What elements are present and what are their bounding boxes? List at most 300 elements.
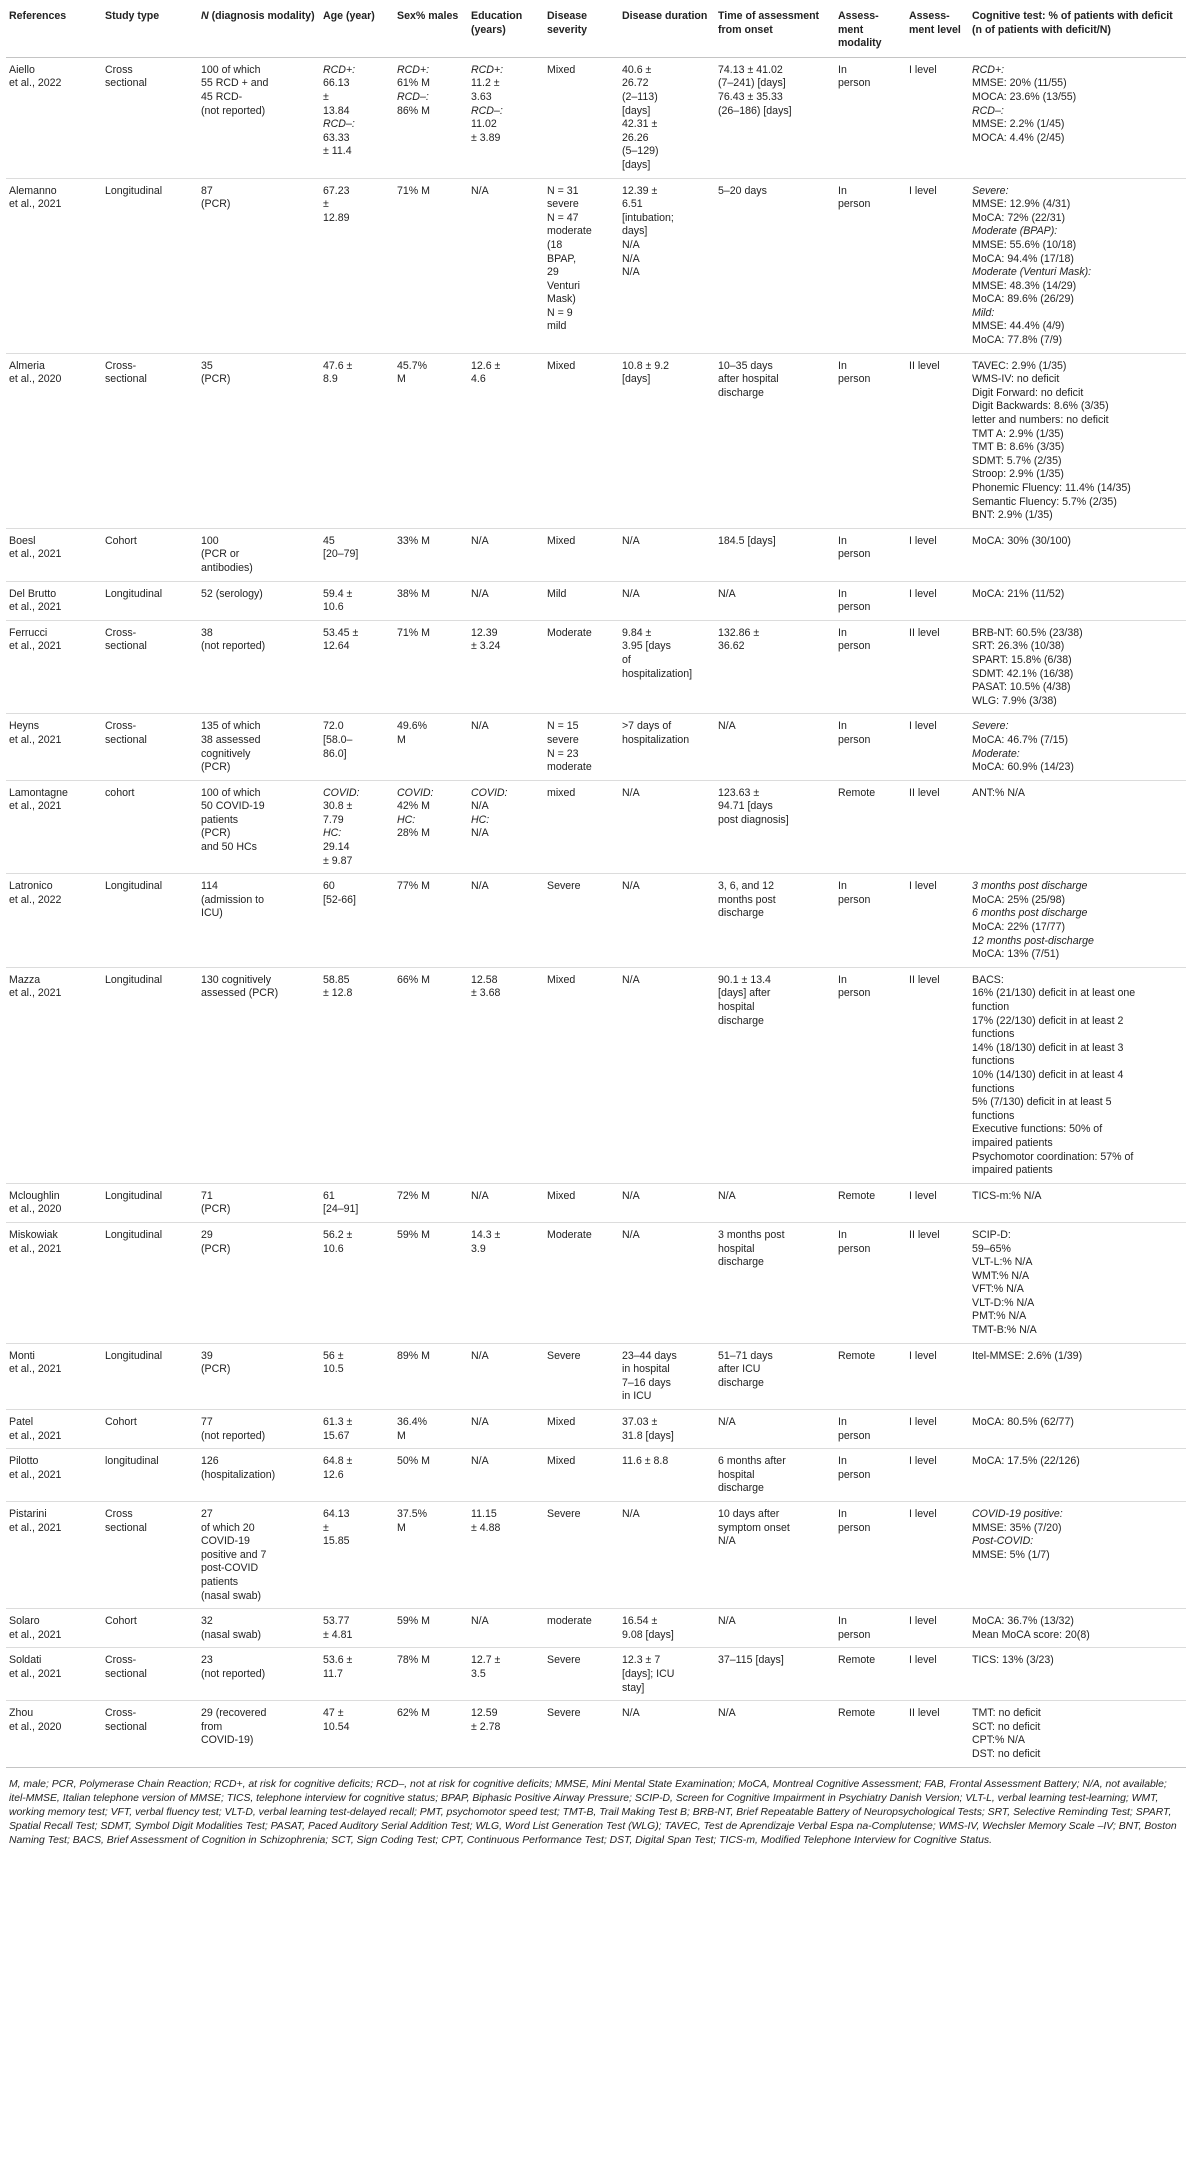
cell-line: N/A <box>471 1416 489 1429</box>
cell-line: Severe <box>547 1349 581 1362</box>
cell-line: RCD–: <box>323 118 355 131</box>
cell-line: N/A <box>471 1189 489 1202</box>
cell-line: person <box>838 1242 871 1255</box>
cell-level <box>906 620 969 714</box>
cell-line: Mixed <box>547 973 576 986</box>
cell-line: 29.14 <box>323 841 350 854</box>
cell-line: (5–129) <box>622 145 659 158</box>
cell-line: 77 <box>201 1416 213 1429</box>
cell-line: N/A <box>622 266 640 279</box>
cell-age <box>320 714 394 780</box>
cell-line: II level <box>909 1707 940 1720</box>
cell-age <box>320 780 394 874</box>
cell-line: 37.5% <box>397 1508 428 1520</box>
cell-line: 67.23 <box>323 184 350 197</box>
cell-line: 5–20 days <box>718 184 767 197</box>
cell-line: N/A <box>471 1615 489 1628</box>
cell-duration <box>619 1222 715 1343</box>
cell-line: 37–115 [days] <box>718 1654 784 1667</box>
cell-line: person <box>838 198 871 211</box>
cell-time <box>715 1648 835 1701</box>
cell-line: HC: <box>323 827 342 840</box>
cell-line: VLT-L:% N/A <box>972 1256 1033 1269</box>
cell-line: WMT:% N/A <box>972 1269 1030 1282</box>
cell-level <box>906 1410 969 1449</box>
cell-line: M <box>397 1521 406 1534</box>
cell-line: Mazza <box>9 973 41 986</box>
cell-line: ± 12.8 <box>323 987 353 1000</box>
header-education: Education (years) <box>468 6 544 57</box>
cell-line: N/A <box>622 1228 640 1241</box>
cell-age <box>320 1222 394 1343</box>
cell-line: II level <box>909 359 940 372</box>
cell-time <box>715 967 835 1183</box>
cell-line: (nasal swab) <box>201 1589 262 1602</box>
cell-line: (not reported) <box>201 1667 266 1680</box>
cell-line: Remote <box>838 1707 876 1720</box>
cell-line: MMSE: 2.2% (1/45) <box>972 118 1065 131</box>
cell-sex <box>394 1183 468 1222</box>
table-row <box>6 581 1186 620</box>
cell-line: In <box>838 184 847 197</box>
cell-severity <box>544 1222 619 1343</box>
cell-line: 12.89 <box>323 211 350 224</box>
cell-line: Severe: <box>972 184 1009 197</box>
cell-duration <box>619 1449 715 1502</box>
cell-line: 38 <box>201 626 213 639</box>
cell-duration <box>619 1609 715 1648</box>
cell-line: 53.77 <box>323 1615 350 1628</box>
cell-line: person <box>838 1628 871 1641</box>
cell-line: of which 20 <box>201 1521 255 1534</box>
cell-line: HC: <box>471 813 490 826</box>
cell-line: [days] after <box>718 987 771 1000</box>
cell-age <box>320 1502 394 1609</box>
cell-line: Longitudinal <box>105 1228 163 1241</box>
cell-line: impaired patients <box>972 1164 1053 1177</box>
cell-line: N/A <box>718 1189 736 1202</box>
cell-line: 10.54 <box>323 1720 350 1733</box>
cell-line: 90.1 ± 13.4 <box>718 973 771 986</box>
cell-line: 50% M <box>397 1455 430 1468</box>
cell-line: 7–16 days <box>622 1376 671 1389</box>
cell-line: et al., 2021 <box>9 1667 62 1680</box>
cell-line: (PCR) <box>201 1363 231 1376</box>
cell-line: MoCA: 36.7% (13/32) <box>972 1615 1074 1628</box>
cell-line: discharge <box>718 1256 764 1269</box>
cell-line: patients <box>201 813 239 826</box>
cell-n <box>198 967 320 1183</box>
cell-line: hospitalization <box>622 733 690 746</box>
cell-line: 76.43 ± 35.33 <box>718 90 783 103</box>
cell-line: (PCR) <box>201 373 231 386</box>
cell-modality <box>835 620 906 714</box>
cell-line: functions <box>972 1082 1015 1095</box>
cell-line: 51–71 days <box>718 1349 773 1362</box>
cell-line: 33% M <box>397 534 430 547</box>
cell-severity <box>544 57 619 178</box>
table-row <box>6 1449 1186 1502</box>
cell-line: 42.31 ± <box>622 118 658 131</box>
cell-line: longitudinal <box>105 1455 159 1468</box>
cell-line: 55 RCD + and <box>201 77 269 90</box>
cell-line: [days] <box>622 158 651 171</box>
cell-line: MMSE: 48.3% (14/29) <box>972 279 1077 292</box>
cell-line: 35 <box>201 359 213 372</box>
cell-line: 3 months post <box>718 1228 785 1241</box>
cell-line: (admission to <box>201 893 264 906</box>
cell-line: 132.86 ± <box>718 626 760 639</box>
cell-line: 15.85 <box>323 1535 350 1548</box>
cell-duration <box>619 1502 715 1609</box>
cell-level <box>906 780 969 874</box>
cell-severity <box>544 1648 619 1701</box>
cell-education <box>468 1343 544 1409</box>
cell-reference <box>6 1222 102 1343</box>
cell-line: Zhou <box>9 1707 34 1720</box>
cell-study-type <box>102 714 198 780</box>
cell-level <box>906 581 969 620</box>
cell-time <box>715 1449 835 1502</box>
cell-line: N/A <box>718 1707 736 1720</box>
cell-study-type <box>102 874 198 968</box>
cell-line: post diagnosis] <box>718 813 789 826</box>
cell-line: In <box>838 1455 847 1468</box>
cell-line: antibodies) <box>201 561 253 574</box>
cell-education <box>468 178 544 353</box>
cell-line: TMT B: 8.6% (3/35) <box>972 441 1065 454</box>
cell-line: MMSE: 55.6% (10/18) <box>972 238 1077 251</box>
cell-line: N = 23 <box>547 747 579 760</box>
cell-line: N/A <box>718 1416 736 1429</box>
cell-line: after ICU <box>718 1363 761 1376</box>
cell-age <box>320 1609 394 1648</box>
table-row <box>6 967 1186 1183</box>
cell-n <box>198 1609 320 1648</box>
cell-line: I level <box>909 534 937 547</box>
cell-line: 3.9 <box>471 1242 486 1255</box>
cell-line: Cross <box>105 63 133 76</box>
cell-line: 3.63 <box>471 90 492 103</box>
cell-line: in hospital <box>622 1363 670 1376</box>
cell-line: MOCA: 23.6% (13/55) <box>972 90 1077 103</box>
cell-line: 72% M <box>397 1189 430 1202</box>
cell-level <box>906 1701 969 1767</box>
cell-line: 5% (7/130) deficit in at least 5 <box>972 1096 1112 1109</box>
header-sex: Sex% males <box>394 6 468 57</box>
cell-study-type <box>102 353 198 528</box>
cell-modality <box>835 1502 906 1609</box>
cell-line: Longitudinal <box>105 1349 163 1362</box>
cell-line: 6 months post discharge <box>972 907 1088 920</box>
cell-cognitive-test <box>969 57 1186 178</box>
cell-age <box>320 1701 394 1767</box>
cell-education <box>468 353 544 528</box>
cell-line: 12.6 <box>323 1468 344 1481</box>
cell-line: 14% (18/130) deficit in at least 3 <box>972 1041 1124 1054</box>
cell-line: [days]; ICU <box>622 1667 675 1680</box>
cell-line: [24–91] <box>323 1203 359 1216</box>
cell-line: 38% M <box>397 587 430 600</box>
cell-sex <box>394 1343 468 1409</box>
cell-severity <box>544 1502 619 1609</box>
cell-age <box>320 57 394 178</box>
cell-line: Patel <box>9 1416 34 1429</box>
cell-sex <box>394 1502 468 1609</box>
cell-line: MoCA: 72% (22/31) <box>972 211 1066 224</box>
cell-age <box>320 1648 394 1701</box>
cell-line: hospital <box>718 1001 755 1013</box>
cell-line: ANT:% N/A <box>972 786 1025 799</box>
cell-line: BACS: <box>972 973 1004 986</box>
cell-line: 39 <box>201 1349 213 1362</box>
cell-line: COVID: <box>397 786 434 799</box>
cell-study-type <box>102 620 198 714</box>
cell-line: [days] <box>622 104 651 117</box>
cell-line: Severe: <box>972 720 1009 733</box>
cell-line: II level <box>909 786 940 799</box>
cell-line: sectional <box>105 77 147 90</box>
cell-cognitive-test <box>969 1701 1186 1767</box>
cell-line: Remote <box>838 786 876 799</box>
cell-age <box>320 178 394 353</box>
cell-level <box>906 57 969 178</box>
cell-duration <box>619 581 715 620</box>
header-cognitive-test: Cognitive test: % of patients with deficit (n of patients with deficit/N) <box>969 6 1186 57</box>
cell-line: MoCA: 46.7% (7/15) <box>972 733 1068 746</box>
cell-line: in ICU <box>622 1390 652 1403</box>
cell-duration <box>619 1648 715 1701</box>
cell-line: II level <box>909 1228 940 1241</box>
cell-line: 89% M <box>397 1349 430 1362</box>
cell-study-type <box>102 967 198 1183</box>
cell-line: (PCR) <box>201 198 231 211</box>
cell-line: Semantic Fluency: 5.7% (2/35) <box>972 495 1117 508</box>
cell-duration <box>619 620 715 714</box>
cell-line: discharge <box>718 1014 764 1027</box>
cell-line: 26.72 <box>622 77 649 90</box>
cell-line: et al., 2020 <box>9 1720 62 1733</box>
cell-reference <box>6 1449 102 1502</box>
cell-line: In <box>838 587 847 600</box>
cell-line: 9.84 ± <box>622 626 652 639</box>
cell-line: functions <box>972 1028 1015 1041</box>
cell-cognitive-test <box>969 1183 1186 1222</box>
cell-sex <box>394 528 468 581</box>
table-row <box>6 1343 1186 1409</box>
cell-line: 10.8 ± 9.2 <box>622 359 670 372</box>
cell-line: (2–113) <box>622 90 658 103</box>
cell-sex <box>394 967 468 1183</box>
cell-severity <box>544 874 619 968</box>
cell-line: N/A <box>471 880 489 893</box>
cell-line: of <box>622 653 631 666</box>
cell-line: RCD–: <box>397 90 429 103</box>
cell-line: discharge <box>718 1376 764 1389</box>
cell-line: MoCA: 80.5% (62/77) <box>972 1416 1074 1429</box>
cell-education <box>468 967 544 1183</box>
cell-modality <box>835 714 906 780</box>
cell-line: 11.2 ± <box>471 77 500 90</box>
cell-time <box>715 1701 835 1767</box>
cell-line: 10.6 <box>323 1242 344 1255</box>
table-row <box>6 178 1186 353</box>
cell-duration <box>619 1183 715 1222</box>
cell-line: Monti <box>9 1349 35 1362</box>
cell-line: In <box>838 973 847 986</box>
table-row <box>6 780 1186 874</box>
cell-line: (not reported) <box>201 1429 266 1442</box>
cell-sex <box>394 1701 468 1767</box>
cell-line: 6.51 <box>622 198 643 211</box>
cell-line: SDMT: 5.7% (2/35) <box>972 454 1062 467</box>
cell-line: 12.7 ± <box>471 1654 501 1667</box>
cell-line: 135 of which <box>201 720 261 733</box>
cell-duration <box>619 1343 715 1409</box>
header-assessment-modality: Assess-ment modality <box>835 6 906 57</box>
cell-sex <box>394 1609 468 1648</box>
cell-line: impaired patients <box>972 1136 1053 1149</box>
cell-line: et al., 2021 <box>9 1521 62 1534</box>
cell-n <box>198 1648 320 1701</box>
cell-line: 12.64 <box>323 640 350 653</box>
cell-line: RCD+: <box>471 63 504 76</box>
cell-cognitive-test <box>969 1609 1186 1648</box>
cell-severity <box>544 1183 619 1222</box>
cell-line: Remote <box>838 1654 876 1667</box>
cell-n <box>198 1502 320 1609</box>
cell-line: 78% M <box>397 1654 430 1667</box>
cell-line: In <box>838 1228 847 1241</box>
cell-time <box>715 874 835 968</box>
cell-line: 100 <box>201 534 219 547</box>
cell-study-type <box>102 1449 198 1502</box>
cell-line: et al., 2021 <box>9 733 62 746</box>
cell-line: [52-66] <box>323 893 356 906</box>
cell-level <box>906 1222 969 1343</box>
cell-line: (hospitalization) <box>201 1468 276 1481</box>
cell-n <box>198 57 320 178</box>
cell-line: cognitively <box>201 747 251 760</box>
cell-education <box>468 1183 544 1222</box>
cell-line: 29 <box>201 1228 213 1241</box>
cell-line: MMSE: 5% (1/7) <box>972 1548 1050 1561</box>
cell-modality <box>835 581 906 620</box>
cell-line: et al., 2020 <box>9 1203 62 1216</box>
cell-age <box>320 1343 394 1409</box>
cell-line: function <box>972 1001 1010 1013</box>
cell-line: Severe <box>547 880 581 893</box>
cell-line: Almeria <box>9 359 45 372</box>
studies-table <box>6 6 1186 1768</box>
cell-study-type <box>102 1609 198 1648</box>
cell-line: Itel-MMSE: 2.6% (1/39) <box>972 1349 1083 1362</box>
cell-sex <box>394 714 468 780</box>
cell-line: person <box>838 733 871 746</box>
cell-line: In <box>838 63 847 76</box>
cell-line: Digit Backwards: 8.6% (3/35) <box>972 400 1109 413</box>
cell-line: MMSE: 35% (7/20) <box>972 1521 1062 1534</box>
cell-line: I level <box>909 184 937 197</box>
cell-duration <box>619 714 715 780</box>
cell-reference <box>6 1609 102 1648</box>
cell-reference <box>6 714 102 780</box>
cell-line: Longitudinal <box>105 880 163 893</box>
cell-line: (PCR) <box>201 827 231 840</box>
cell-time <box>715 581 835 620</box>
cell-line: Mixed <box>547 63 576 76</box>
cell-line: sectional <box>105 1667 147 1680</box>
cell-modality <box>835 780 906 874</box>
cell-line: RCD–: <box>972 104 1004 117</box>
cell-line: 47 ± <box>323 1707 344 1720</box>
cell-time <box>715 780 835 874</box>
cell-line: et al., 2021 <box>9 987 62 1000</box>
header-n-symbol: N <box>201 10 209 22</box>
cell-line: 114 <box>201 880 218 893</box>
cell-n <box>198 780 320 874</box>
cell-line: 13.84 <box>323 104 350 117</box>
cell-line: Cross- <box>105 1654 137 1667</box>
cell-line: I level <box>909 63 937 76</box>
cell-sex <box>394 620 468 714</box>
cell-line: N/A <box>471 800 489 813</box>
cell-sex <box>394 178 468 353</box>
cell-line: Aiello <box>9 63 35 76</box>
cell-time <box>715 1343 835 1409</box>
cell-line: N = 9 <box>547 306 573 319</box>
cell-line: MMSE: 44.4% (4/9) <box>972 320 1065 333</box>
cell-line: 66% M <box>397 973 430 986</box>
cell-age <box>320 1183 394 1222</box>
cell-time <box>715 353 835 528</box>
cell-line: Digit Forward: no deficit <box>972 386 1084 399</box>
cell-reference <box>6 620 102 714</box>
cell-reference <box>6 528 102 581</box>
cell-sex <box>394 1449 468 1502</box>
cell-line: 74.13 ± 41.02 <box>718 63 783 76</box>
cell-line: Ferrucci <box>9 626 48 639</box>
cell-line: II level <box>909 626 940 639</box>
cell-line: Cross- <box>105 359 137 372</box>
cell-time <box>715 1502 835 1609</box>
cell-time <box>715 1183 835 1222</box>
cell-line: 14.3 ± <box>471 1228 501 1241</box>
cell-line: 12.6 ± <box>471 359 501 372</box>
cell-line: In <box>838 880 847 893</box>
table-header-row <box>6 6 1186 57</box>
cell-sex <box>394 1410 468 1449</box>
cell-age <box>320 1410 394 1449</box>
cell-line: Cohort <box>105 534 137 547</box>
cell-line: MoCA: 60.9% (14/23) <box>972 761 1074 774</box>
cell-line: In <box>838 1508 847 1520</box>
cell-age <box>320 528 394 581</box>
cell-line: Mask) <box>547 293 576 306</box>
cell-line: Solaro <box>9 1615 40 1628</box>
cell-level <box>906 1343 969 1409</box>
cell-line: 58.85 <box>323 973 350 986</box>
cell-line: 38 assessed <box>201 733 261 746</box>
cell-line: Mild: <box>972 306 995 319</box>
cell-severity <box>544 1343 619 1409</box>
cell-line: Severe <box>547 1707 581 1720</box>
header-n: N (diagnosis modality) <box>198 6 320 57</box>
cell-cognitive-test <box>969 581 1186 620</box>
cell-line: N/A <box>718 587 736 600</box>
cell-cognitive-test <box>969 874 1186 968</box>
cell-line: Soldati <box>9 1654 42 1667</box>
